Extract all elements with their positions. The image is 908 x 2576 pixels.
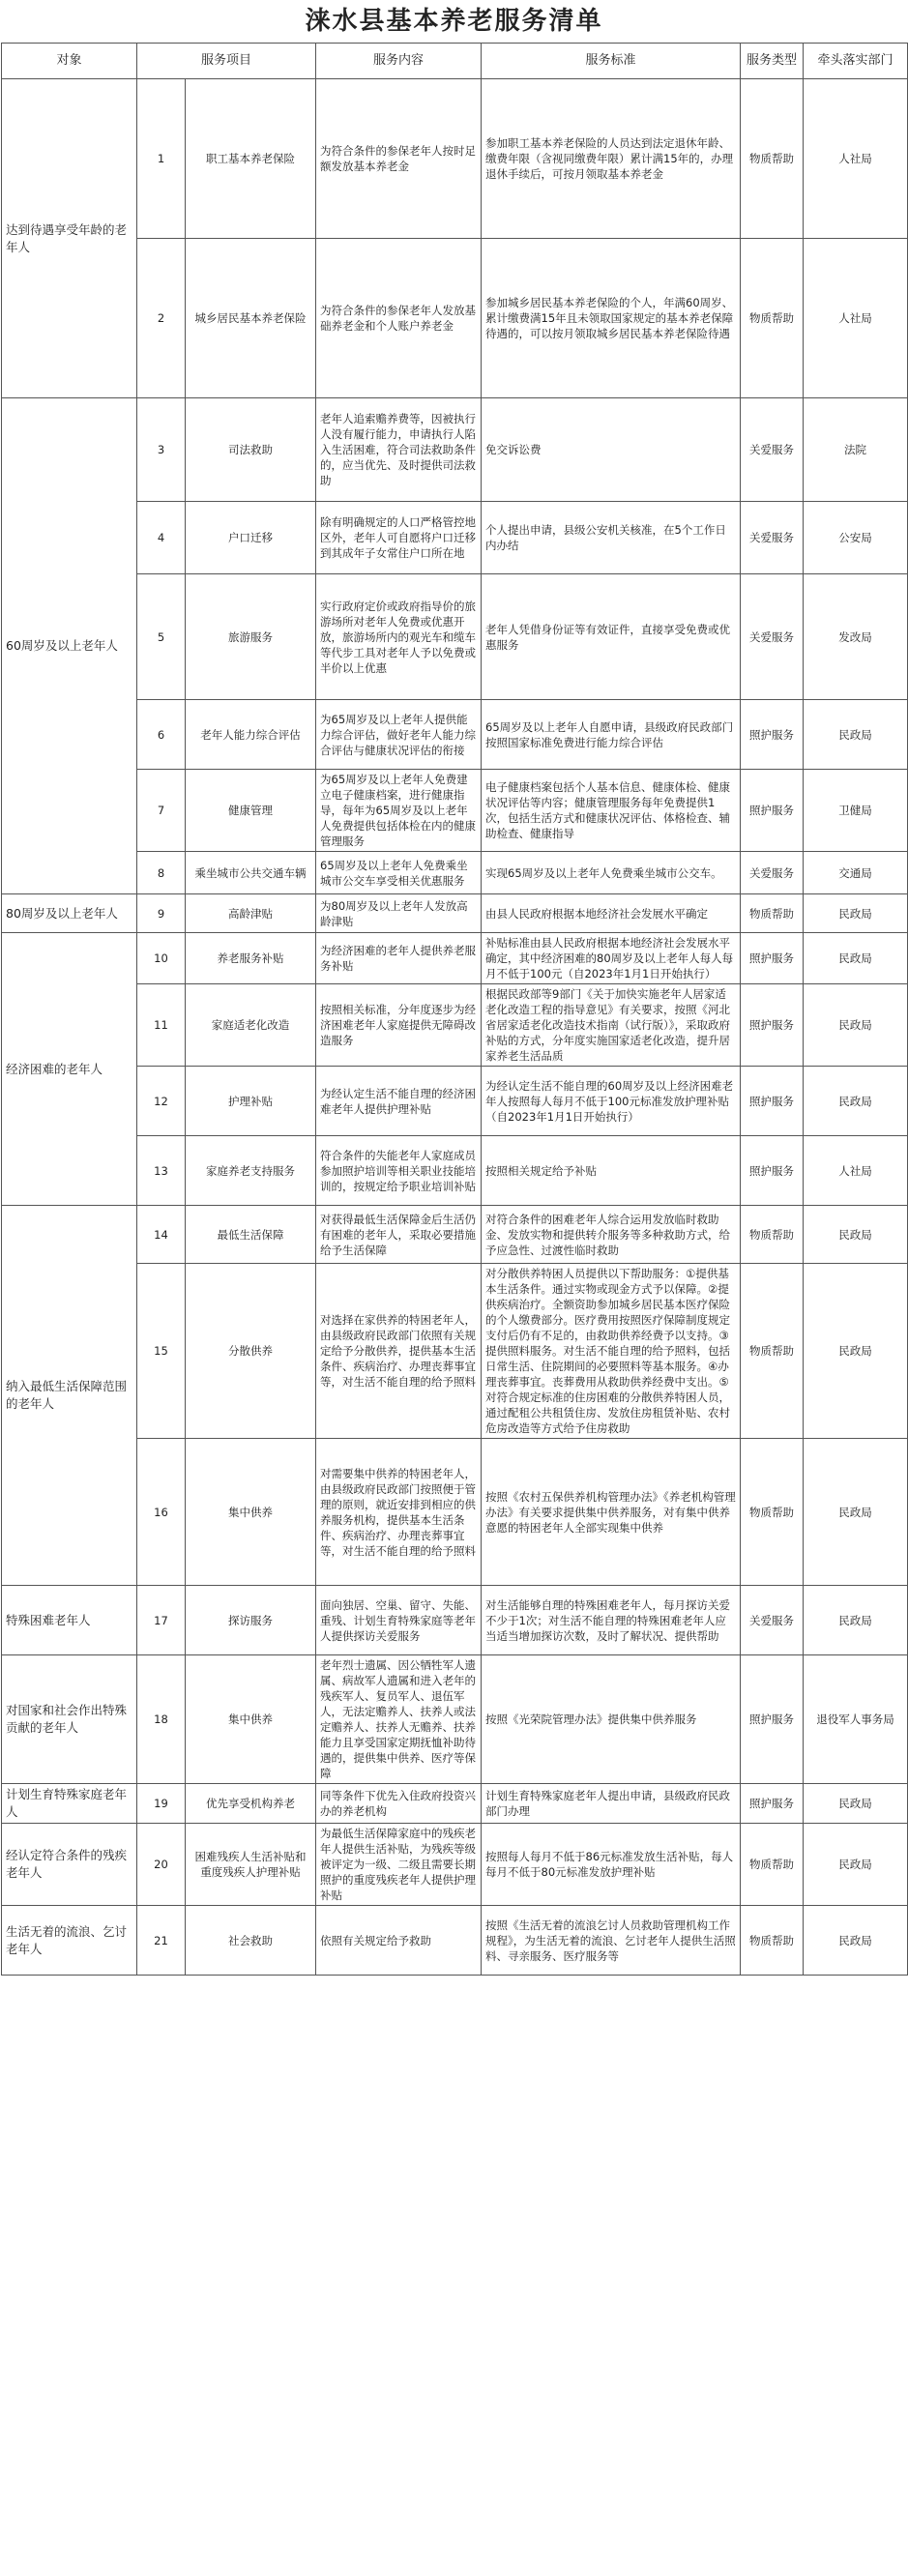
service-number-cell: 21 [137, 1906, 186, 1976]
table-row [2, 1439, 908, 1586]
service-content-cell: 对需要集中供养的特困老年人，由县级政府民政部门按照便于管理的原则，就近安排到相应的供养服务机构，提供基本生活条件、疾病治疗、办理丧葬事宜等，对生活不能自理的给予照料 [316, 1439, 482, 1586]
target-group-cell: 纳入最低生活保障范围的老年人 [2, 1206, 137, 1586]
service-content-cell: 对获得最低生活保障金后生活仍有困难的老年人，采取必要措施给予生活保障 [316, 1206, 482, 1264]
service-table [1, 43, 908, 1976]
service-type-cell: 照护服务 [741, 984, 804, 1067]
service-number-cell: 1 [137, 79, 186, 239]
target-group-cell: 经认定符合条件的残疾老年人 [2, 1824, 137, 1906]
service-content-cell: 为65周岁及以上老年人提供能力综合评估，做好老年人能力综合评估与健康状况评估的衔接 [316, 700, 482, 770]
service-item-cell: 健康管理 [186, 770, 316, 852]
lead-department-cell: 民政局 [804, 894, 908, 933]
service-content-cell: 对选择在家供养的特困老年人，由县级政府民政部门依照有关规定给予分散供养，提供基本生活条件、疾病治疗、办理丧葬事宜等，对生活不能自理的给予照料 [316, 1264, 482, 1439]
service-content-cell: 为符合条件的参保老年人按时足额发放基本养老金 [316, 79, 482, 239]
service-type-cell: 照护服务 [741, 1655, 804, 1784]
service-number-cell: 12 [137, 1067, 186, 1136]
service-type-cell: 照护服务 [741, 1067, 804, 1136]
header-lead-department: 牵头落实部门 [804, 44, 908, 79]
service-type-cell: 物质帮助 [741, 239, 804, 398]
lead-department-cell: 民政局 [804, 1586, 908, 1655]
table-header-row [2, 44, 908, 79]
service-item-cell: 户口迁移 [186, 502, 316, 574]
service-standard-cell: 对符合条件的困难老年人综合运用发放临时救助金、发放实物和提供转介服务等多种救助方式，给予应急性、过渡性临时救助 [482, 1206, 741, 1264]
service-type-cell: 物质帮助 [741, 1906, 804, 1976]
lead-department-cell: 民政局 [804, 1439, 908, 1586]
target-group-cell: 80周岁及以上老年人 [2, 894, 137, 933]
service-number-cell: 3 [137, 398, 186, 502]
service-item-cell: 乘坐城市公共交通车辆 [186, 852, 316, 894]
service-standard-cell: 补贴标准由县人民政府根据本地经济社会发展水平确定，其中经济困难的80周岁及以上老年人每人每月不低于100元（自2023年1月1日开始执行） [482, 933, 741, 984]
lead-department-cell: 公安局 [804, 502, 908, 574]
service-content-cell: 符合条件的失能老年人家庭成员参加照护培训等相关职业技能培训的，按规定给予职业培训补贴 [316, 1136, 482, 1206]
service-type-cell: 关爱服务 [741, 574, 804, 700]
service-standard-cell: 计划生育特殊家庭老年人提出申请，县级政府民政部门办理 [482, 1784, 741, 1824]
service-item-cell: 分散供养 [186, 1264, 316, 1439]
service-standard-cell: 电子健康档案包括个人基本信息、健康体检、健康状况评估等内容；健康管理服务每年免费提供1次，包括生活方式和健康状况评估、体格检查、辅助检查、健康指导 [482, 770, 741, 852]
table-row [2, 574, 908, 700]
table-row [2, 1824, 908, 1906]
service-item-cell: 社会救助 [186, 1906, 316, 1976]
service-content-cell: 同等条件下优先入住政府投资兴办的养老机构 [316, 1784, 482, 1824]
service-type-cell: 关爱服务 [741, 502, 804, 574]
lead-department-cell: 民政局 [804, 933, 908, 984]
service-type-cell: 关爱服务 [741, 1586, 804, 1655]
service-number-cell: 14 [137, 1206, 186, 1264]
service-content-cell: 为符合条件的参保老年人发放基础养老金和个人账户养老金 [316, 239, 482, 398]
lead-department-cell: 人社局 [804, 239, 908, 398]
service-number-cell: 6 [137, 700, 186, 770]
target-group-cell: 达到待遇享受年龄的老年人 [2, 79, 137, 398]
service-number-cell: 16 [137, 1439, 186, 1586]
service-item-cell: 养老服务补贴 [186, 933, 316, 984]
service-content-cell: 65周岁及以上老年人免费乘坐城市公交车享受相关优惠服务 [316, 852, 482, 894]
page-title: 涞水县基本养老服务清单 [305, 7, 603, 36]
target-group-cell: 经济困难的老年人 [2, 933, 137, 1206]
service-standard-cell: 按照《农村五保供养机构管理办法》《养老机构管理办法》有关要求提供集中供养服务，对有集中供养意愿的特困老年人全部实现集中供养 [482, 1439, 741, 1586]
service-number-cell: 10 [137, 933, 186, 984]
service-number-cell: 15 [137, 1264, 186, 1439]
service-item-cell: 最低生活保障 [186, 1206, 316, 1264]
header-service-standard: 服务标准 [482, 44, 741, 79]
table-row [2, 239, 908, 398]
service-content-cell: 依照有关规定给予救助 [316, 1906, 482, 1976]
service-type-cell: 物质帮助 [741, 1824, 804, 1906]
table-row [2, 1655, 908, 1784]
service-item-cell: 职工基本养老保险 [186, 79, 316, 239]
table-row [2, 984, 908, 1067]
table-row [2, 1067, 908, 1136]
service-standard-cell: 65周岁及以上老年人自愿申请，县级政府民政部门按照国家标准免费进行能力综合评估 [482, 700, 741, 770]
service-standard-cell: 按照《生活无着的流浪乞讨人员救助管理机构工作规程》，为生活无着的流浪、乞讨老年人提供生活照料、寻亲服务、医疗服务等 [482, 1906, 741, 1976]
table-row [2, 852, 908, 894]
service-number-cell: 13 [137, 1136, 186, 1206]
table-row [2, 933, 908, 984]
service-standard-cell: 实现65周岁及以上老年人免费乘坐城市公交车。 [482, 852, 741, 894]
target-group-cell: 60周岁及以上老年人 [2, 398, 137, 894]
service-type-cell: 物质帮助 [741, 1264, 804, 1439]
service-type-cell: 物质帮助 [741, 1439, 804, 1586]
service-item-cell: 探访服务 [186, 1586, 316, 1655]
lead-department-cell: 卫健局 [804, 770, 908, 852]
service-type-cell: 照护服务 [741, 933, 804, 984]
service-standard-cell: 根据民政部等9部门《关于加快实施老年人居家适老化改造工程的指导意见》有关要求，按照《河北省居家适老化改造技术指南（试行版）》，采取政府补贴的方式，分年度实施国家适老化改造，提升居家养老生活品质 [482, 984, 741, 1067]
table-row [2, 894, 908, 933]
table-row [2, 1586, 908, 1655]
target-group-cell: 特殊困难老年人 [2, 1586, 137, 1655]
target-group-cell: 对国家和社会作出特殊贡献的老年人 [2, 1655, 137, 1784]
service-content-cell: 为最低生活保障家庭中的残疾老年人提供生活补贴，为残疾等级被评定为一级、二级且需要长期照护的重度残疾老年人提供护理补贴 [316, 1824, 482, 1906]
table-row [2, 398, 908, 502]
service-content-cell: 除有明确规定的人口严格管控地区外，老年人可自愿将户口迁移到其成年子女常住户口所在地 [316, 502, 482, 574]
service-number-cell: 2 [137, 239, 186, 398]
service-standard-cell: 按照《光荣院管理办法》提供集中供养服务 [482, 1655, 741, 1784]
lead-department-cell: 民政局 [804, 984, 908, 1067]
service-standard-cell: 老年人凭借身份证等有效证件，直接享受免费或优惠服务 [482, 574, 741, 700]
table-row [2, 79, 908, 239]
service-type-cell: 照护服务 [741, 700, 804, 770]
lead-department-cell: 人社局 [804, 1136, 908, 1206]
service-type-cell: 照护服务 [741, 1136, 804, 1206]
service-content-cell: 老年人追索赡养费等，因被执行人没有履行能力，申请执行人陷入生活困难，符合司法救助条件的，应当优先、及时提供司法救助 [316, 398, 482, 502]
service-item-cell: 困难残疾人生活补贴和重度残疾人护理补贴 [186, 1824, 316, 1906]
service-number-cell: 7 [137, 770, 186, 852]
lead-department-cell: 法院 [804, 398, 908, 502]
service-item-cell: 家庭适老化改造 [186, 984, 316, 1067]
lead-department-cell: 民政局 [804, 1824, 908, 1906]
service-number-cell: 4 [137, 502, 186, 574]
service-type-cell: 关爱服务 [741, 398, 804, 502]
header-target: 对象 [2, 44, 137, 79]
service-standard-cell: 按照每人每月不低于86元标准发放生活补贴，每人每月不低于80元标准发放护理补贴 [482, 1824, 741, 1906]
service-standard-cell: 个人提出申请，县级公安机关核准，在5个工作日内办结 [482, 502, 741, 574]
lead-department-cell: 发改局 [804, 574, 908, 700]
table-row [2, 1784, 908, 1824]
lead-department-cell: 民政局 [804, 1206, 908, 1264]
service-content-cell: 面向独居、空巢、留守、失能、重残、计划生育特殊家庭等老年人提供探访关爱服务 [316, 1586, 482, 1655]
service-content-cell: 老年烈士遗属、因公牺牲军人遗属、病故军人遗属和进入老年的残疾军人、复员军人、退伍军人，无法定赡养人、扶养人或法定赡养人、扶养人无赡养、扶养能力且享受国家定期抚恤补助待遇的，提供集中供养、医疗等保障 [316, 1655, 482, 1784]
service-type-cell: 物质帮助 [741, 1206, 804, 1264]
service-content-cell: 按照相关标准，分年度逐步为经济困难老年人家庭提供无障碍改造服务 [316, 984, 482, 1067]
service-item-cell: 优先享受机构养老 [186, 1784, 316, 1824]
service-standard-cell: 对生活能够自理的特殊困难老年人，每月探访关爱不少于1次；对生活不能自理的特殊困难老年人应当适当增加探访次数，及时了解状况、提供帮助 [482, 1586, 741, 1655]
service-item-cell: 护理补贴 [186, 1067, 316, 1136]
service-number-cell: 11 [137, 984, 186, 1067]
lead-department-cell: 退役军人事务局 [804, 1655, 908, 1784]
service-number-cell: 20 [137, 1824, 186, 1906]
header-service-type: 服务类型 [741, 44, 804, 79]
service-content-cell: 为80周岁及以上老年人发放高龄津贴 [316, 894, 482, 933]
service-item-cell: 家庭养老支持服务 [186, 1136, 316, 1206]
service-standard-cell: 免交诉讼费 [482, 398, 741, 502]
service-item-cell: 司法救助 [186, 398, 316, 502]
service-item-cell: 旅游服务 [186, 574, 316, 700]
service-number-cell: 19 [137, 1784, 186, 1824]
service-standard-cell: 为经认定生活不能自理的60周岁及以上经济困难老年人按照每人每月不低于100元标准发放护理补贴（自2023年1月1日开始执行） [482, 1067, 741, 1136]
lead-department-cell: 民政局 [804, 1906, 908, 1976]
service-type-cell: 关爱服务 [741, 852, 804, 894]
service-item-cell: 老年人能力综合评估 [186, 700, 316, 770]
table-row [2, 700, 908, 770]
service-standard-cell: 对分散供养特困人员提供以下帮助服务：①提供基本生活条件。通过实物或现金方式予以保障。②提供疾病治疗。全额资助参加城乡居民基本医疗保险的个人缴费部分。医疗费用按照医疗保障制度规定支付后仍有不足的，由救助供养经费予以支持。③提供照料服务。对生活不能自理的给予照料，包括日常生活、住院期间的必要照料等基本服务。④办理丧葬事宜。丧葬费用从救助供养经费中支出。⑤对符合规定标准的住房困难的分散供养特困人员，通过配租公共租赁住房、发放住房租赁补贴、农村危房改造等方式给予住房救助 [482, 1264, 741, 1439]
lead-department-cell: 民政局 [804, 700, 908, 770]
service-number-cell: 5 [137, 574, 186, 700]
header-service-item: 服务项目 [137, 44, 316, 79]
service-type-cell: 照护服务 [741, 770, 804, 852]
service-type-cell: 物质帮助 [741, 79, 804, 239]
service-item-cell: 高龄津贴 [186, 894, 316, 933]
service-number-cell: 9 [137, 894, 186, 933]
service-number-cell: 18 [137, 1655, 186, 1784]
table-row [2, 1906, 908, 1976]
service-content-cell: 为经认定生活不能自理的经济困难老年人提供护理补贴 [316, 1067, 482, 1136]
table-row [2, 770, 908, 852]
service-item-cell: 集中供养 [186, 1439, 316, 1586]
table-row [2, 1206, 908, 1264]
lead-department-cell: 交通局 [804, 852, 908, 894]
lead-department-cell: 民政局 [804, 1784, 908, 1824]
target-group-cell: 生活无着的流浪、乞讨老年人 [2, 1906, 137, 1976]
service-content-cell: 实行政府定价或政府指导价的旅游场所对老年人免费或优惠开放，旅游场所内的观光车和缆车等代步工具对老年人予以免费或半价以上优惠 [316, 574, 482, 700]
service-standard-cell: 参加职工基本养老保险的人员达到法定退休年龄、缴费年限（含视同缴费年限）累计满15年的，办理退休手续后，可按月领取基本养老金 [482, 79, 741, 239]
table-row [2, 1136, 908, 1206]
service-standard-cell: 按照相关规定给予补贴 [482, 1136, 741, 1206]
target-group-cell: 计划生育特殊家庭老年人 [2, 1784, 137, 1824]
service-number-cell: 8 [137, 852, 186, 894]
service-number-cell: 17 [137, 1586, 186, 1655]
service-item-cell: 集中供养 [186, 1655, 316, 1784]
lead-department-cell: 民政局 [804, 1067, 908, 1136]
lead-department-cell: 民政局 [804, 1264, 908, 1439]
table-row [2, 1264, 908, 1439]
service-content-cell: 为65周岁及以上老年人免费建立电子健康档案，进行健康指导，每年为65周岁及以上老年人免费提供包括体检在内的健康管理服务 [316, 770, 482, 852]
service-item-cell: 城乡居民基本养老保险 [186, 239, 316, 398]
service-type-cell: 物质帮助 [741, 894, 804, 933]
service-type-cell: 照护服务 [741, 1784, 804, 1824]
service-standard-cell: 由县人民政府根据本地经济社会发展水平确定 [482, 894, 741, 933]
table-row [2, 502, 908, 574]
service-standard-cell: 参加城乡居民基本养老保险的个人，年满60周岁、累计缴费满15年且未领取国家规定的基本养老保障待遇的，可以按月领取城乡居民基本养老保险待遇 [482, 239, 741, 398]
header-service-content: 服务内容 [316, 44, 482, 79]
lead-department-cell: 人社局 [804, 79, 908, 239]
service-content-cell: 为经济困难的老年人提供养老服务补贴 [316, 933, 482, 984]
